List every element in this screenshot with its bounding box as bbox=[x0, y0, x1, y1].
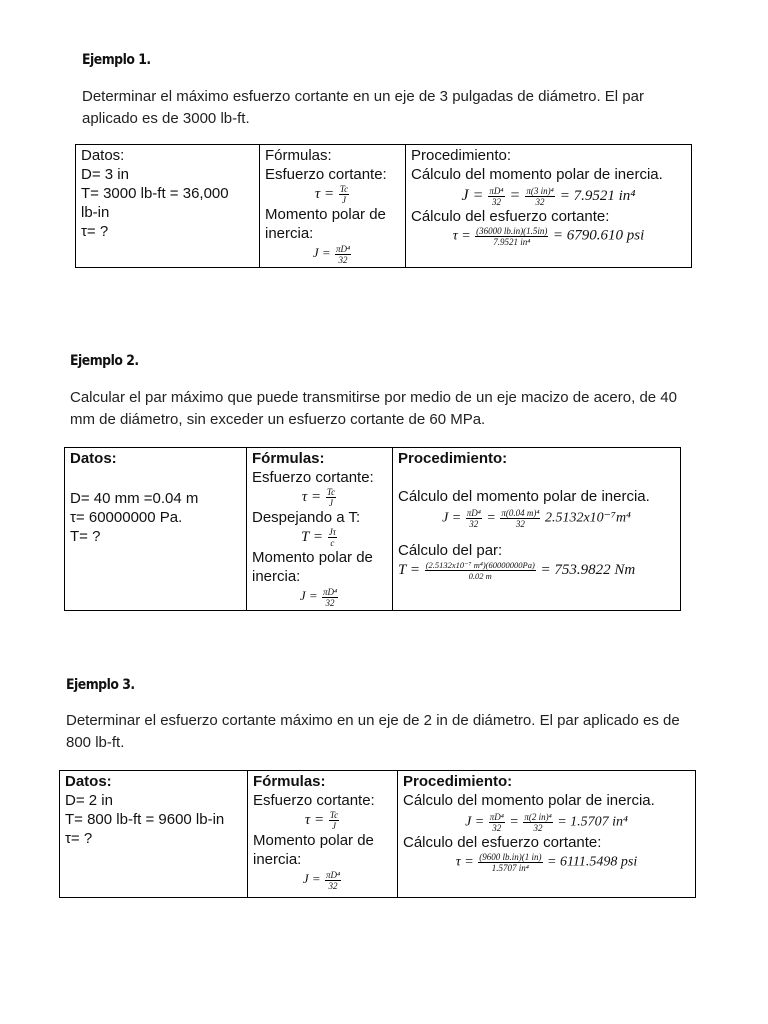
ex3-dato-tau: τ= ? bbox=[65, 830, 93, 847]
ex1-table bbox=[75, 144, 692, 268]
ex2-t-eq-den: 0.02 m bbox=[468, 571, 492, 581]
ex2-j-formula bbox=[252, 586, 387, 608]
ex3-j-eq-lhs: J = bbox=[465, 814, 485, 830]
ex2-datos-header: Datos: bbox=[70, 450, 117, 467]
ex1-tau-formula bbox=[265, 184, 400, 205]
ex2-proc-cell bbox=[393, 448, 681, 611]
ex3-proc-line2: Cálculo del esfuerzo cortante: bbox=[403, 834, 602, 851]
ex2-proc-header: Procedimiento: bbox=[398, 450, 508, 467]
ex1-j-eq-mid-den: 32 bbox=[535, 197, 545, 207]
ex2-datos-cell bbox=[65, 448, 247, 611]
ex2-t-eq-result: = 753.9822 Nm bbox=[540, 561, 636, 578]
ex2-j-eq-mid-num: π(0.04 m)⁴ bbox=[501, 508, 540, 518]
ex3-tau-eq-result: = 6111.5498 psi bbox=[547, 854, 638, 870]
ex1-dato-d: D= 3 in bbox=[81, 166, 129, 183]
ex1-proc-line1: Cálculo del momento polar de inercia. bbox=[411, 166, 663, 183]
ex2-t-lhs: T = bbox=[301, 528, 323, 545]
ex1-tc-num: Tc bbox=[339, 184, 349, 194]
ex3-momento-label-1: Momento polar de bbox=[253, 832, 374, 849]
ex2-momento-label-2: inercia: bbox=[252, 568, 301, 585]
ex2-j-eq-lhs: J = bbox=[442, 510, 462, 526]
ex1-j-eq-pid4-den: 32 bbox=[491, 197, 501, 207]
ex1-formulas-cell bbox=[260, 145, 406, 268]
ex2-dato-d: D= 40 mm =0.04 m bbox=[70, 490, 199, 507]
ex3-pid4-num: πD⁴ bbox=[325, 869, 341, 880]
ex1-dato-t: T= 3000 lb-ft = 36,000 bbox=[81, 185, 229, 202]
ex2-tc-den: J bbox=[329, 498, 333, 508]
ex2-formulas-cell bbox=[247, 448, 393, 611]
ex3-j-formula bbox=[253, 869, 392, 891]
ex1-tc-den: J bbox=[342, 195, 346, 205]
ex1-tau-eq-result: = 6790.610 psi bbox=[552, 227, 645, 244]
ex3-paragraph: Determinar el esfuerzo cortante máximo en un eje de 2 in de diámetro. El par aplicado es de 800 lb-ft. bbox=[66, 712, 680, 751]
ex2-j-eq-mid-den: 32 bbox=[515, 519, 525, 529]
ex2-j-eq-pid4-den: 32 bbox=[469, 519, 479, 529]
ex2-proc-line1: Cálculo del momento polar de inercia. bbox=[398, 488, 650, 505]
ex3-tau-formula bbox=[253, 810, 392, 831]
ex2-tc-num: Tc bbox=[326, 487, 336, 497]
ex1-momento-label-2: inercia: bbox=[265, 225, 314, 242]
ex3-j-eq-mid-den: 32 bbox=[533, 823, 543, 833]
ex3-dato-d: D= 2 in bbox=[65, 792, 113, 809]
ex2-dato-tau: τ= 60000000 Pa. bbox=[70, 509, 183, 526]
ex3-tau-eq-num: (9600 lb.in)(1 in) bbox=[479, 852, 542, 862]
ex3-tc-den: J bbox=[332, 821, 336, 831]
ex1-formulas-header: Fórmulas: bbox=[265, 147, 332, 164]
ex1-paragraph: Determinar el máximo esfuerzo cortante en un eje de 3 pulgadas de diámetro. El par aplicado es de 3000 lb-ft. bbox=[82, 88, 644, 127]
ex1-dato-t-unit: lb-in bbox=[81, 204, 110, 221]
ex2-title: Ejemplo 2. bbox=[70, 353, 139, 369]
ex3-j-eq: J = $\frac{\text{πD⁴}}{32}$ = $\frac{\text{π(2 in)⁴}}{32}$ = 1.5707 in⁴ bbox=[465, 812, 628, 833]
ex1-proc-cell bbox=[406, 145, 692, 268]
ex2-paragraph: Calcular el par máximo que puede transmitirse por medio de un eje macizo de acero, de 40 mm de diámetro, sin exceder un esfuerzo cortante de 60 MPa. bbox=[70, 389, 677, 428]
ex1-esfuerzo-label: Esfuerzo cortante: bbox=[265, 166, 387, 183]
ex1-j-eq-result: = 7.9521 in⁴ bbox=[559, 188, 636, 205]
ex2-j-eq-pid4-num: πD⁴ bbox=[466, 508, 481, 518]
ex3-j-eq-pid4-den: 32 bbox=[492, 823, 502, 833]
ex3-momento-label-2: inercia: bbox=[253, 851, 302, 868]
ex1-pid4-den: 32 bbox=[338, 254, 348, 265]
ex2-jt-den: c bbox=[330, 538, 335, 548]
ex3-j-eq-result: = 1.5707 in⁴ bbox=[557, 814, 628, 830]
ex2-proc-line2: Cálculo del par: bbox=[398, 542, 503, 559]
ex2-t-formula bbox=[252, 527, 387, 548]
ex2-j-eq: J = $\frac{\text{πD⁴}}{32}$ = $\frac{\text{π(0.04 m)⁴}}{32}$ 2.5132x10⁻⁷m⁴ bbox=[442, 508, 631, 529]
ex1-datos-header: Datos: bbox=[81, 147, 125, 164]
ex3-tau-eq-lhs: τ = bbox=[455, 854, 474, 870]
ex3-j-lhs: J = bbox=[302, 871, 321, 886]
ex1-dato-tau: τ= ? bbox=[81, 223, 109, 240]
ex1-j-formula bbox=[265, 243, 400, 265]
ex1-title: Ejemplo 1. bbox=[82, 52, 151, 68]
ex2-t-eq-lhs: T = bbox=[398, 561, 420, 578]
ex1-j-eq-pid4-num: πD⁴ bbox=[489, 186, 504, 196]
ex3-table bbox=[59, 770, 696, 898]
ex1-j-eq: J = $\frac{\text{πD⁴}}{32}$ = $\frac{\text{π(3 in)⁴}}{32}$ = 7.9521 in⁴ bbox=[461, 186, 636, 207]
ex2-j-lhs: J = bbox=[299, 588, 318, 603]
ex3-j-eq-pid4-num: πD⁴ bbox=[489, 812, 504, 822]
ex1-tau-lhs: τ = bbox=[314, 185, 335, 202]
ex3-tau-lhs: τ = bbox=[304, 811, 325, 828]
ex3-pid4-den: 32 bbox=[328, 880, 338, 891]
ex2-momento-label-1: Momento polar de bbox=[252, 549, 373, 566]
ex2-tau-formula bbox=[252, 487, 387, 508]
ex1-proc-line2: Cálculo del esfuerzo cortante: bbox=[411, 208, 610, 225]
ex1-tau-eq-num: (36000 lb.in)(1.5in) bbox=[476, 226, 548, 236]
ex2-despejando-label: Despejando a T: bbox=[252, 509, 361, 526]
ex2-formulas-header: Fórmulas: bbox=[252, 450, 325, 467]
ex1-j-lhs: J = bbox=[312, 245, 331, 260]
ex1-tau-eq-lhs: τ = bbox=[452, 228, 471, 244]
ex2-t-eq-num: (2.5132x10⁻⁷ m⁴)(60000000Pa) bbox=[425, 560, 535, 570]
ex2-tau-lhs: τ = bbox=[301, 488, 322, 505]
ex3-title: Ejemplo 3. bbox=[66, 677, 135, 693]
ex1-pid4-num: πD⁴ bbox=[335, 243, 351, 254]
ex3-j-eq-mid-num: π(2 in)⁴ bbox=[524, 812, 552, 822]
ex2-pid4-den: 32 bbox=[325, 597, 335, 608]
ex1-proc-header: Procedimiento: bbox=[411, 147, 512, 164]
ex3-tau-eq-den: 1.5707 in⁴ bbox=[491, 863, 529, 873]
ex1-tau-eq bbox=[411, 226, 686, 247]
ex1-datos-cell bbox=[76, 145, 260, 268]
ex1-j-eq-lhs: J = bbox=[461, 187, 484, 205]
ex2-dato-t: T= ? bbox=[70, 528, 101, 545]
ex1-momento-label-1: Momento polar de bbox=[265, 206, 386, 223]
ex3-dato-t: T= 800 lb-ft = 9600 lb-in bbox=[65, 811, 225, 828]
ex3-formulas-header: Fórmulas: bbox=[253, 773, 326, 790]
ex3-tau-eq bbox=[403, 852, 690, 873]
ex3-tc-num: Tc bbox=[329, 810, 339, 820]
ex1-tau-eq-den: 7.9521 in⁴ bbox=[493, 237, 531, 247]
ex3-proc-cell bbox=[398, 771, 696, 898]
ex2-j-eq-result: 2.5132x10⁻⁷m⁴ bbox=[544, 510, 631, 526]
ex3-proc-line1: Cálculo del momento polar de inercia. bbox=[403, 792, 655, 809]
ex3-proc-header: Procedimiento: bbox=[403, 773, 513, 790]
ex3-datos-header: Datos: bbox=[65, 773, 112, 790]
ex1-j-eq-mid-num: π(3 in)⁴ bbox=[526, 186, 554, 196]
ex2-pid4-num: πD⁴ bbox=[322, 586, 338, 597]
ex2-jt-num: Jτ bbox=[328, 527, 336, 537]
ex2-esfuerzo-label: Esfuerzo cortante: bbox=[252, 469, 374, 486]
ex3-esfuerzo-label: Esfuerzo cortante: bbox=[253, 792, 375, 809]
ex3-datos-cell bbox=[60, 771, 248, 898]
ex2-t-eq bbox=[398, 560, 675, 581]
ex2-table bbox=[64, 447, 681, 611]
ex3-formulas-cell bbox=[248, 771, 398, 898]
